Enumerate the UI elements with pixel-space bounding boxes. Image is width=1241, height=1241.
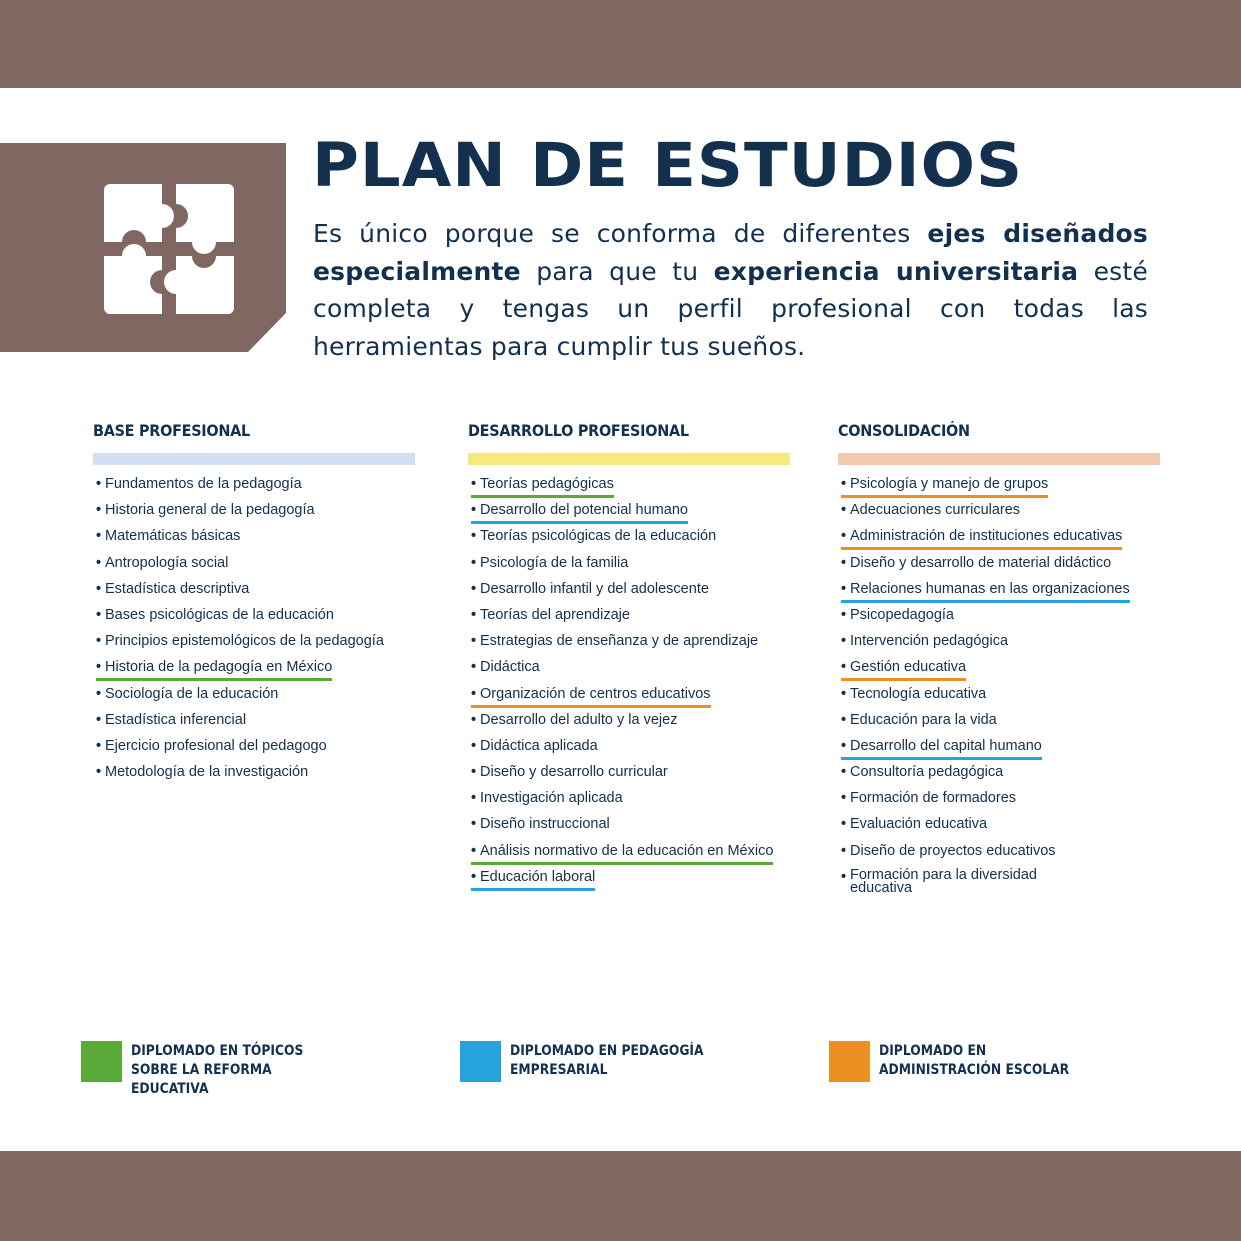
subject-item — [841, 659, 1171, 685]
subject-entry — [841, 866, 1080, 900]
subject-list — [471, 476, 801, 895]
subject-entry — [841, 633, 1008, 655]
legend-label: DIPLOMADO EN TÓPICOS SOBRE LA REFORMA EDUCATIVA — [131, 1043, 304, 1097]
subject-entry — [96, 607, 334, 629]
bullet-icon: • — [841, 554, 847, 571]
subject-highlighted-orange — [841, 528, 1122, 550]
subject-item — [471, 843, 801, 869]
subject-item — [471, 790, 801, 816]
subject-item — [96, 476, 426, 502]
subject-entry — [471, 738, 598, 760]
bullet-icon: • — [96, 502, 102, 519]
bullet-icon: • — [471, 816, 477, 833]
subject-label: Análisis normativo de la educación en México — [480, 842, 774, 859]
bullet-icon: • — [841, 764, 847, 781]
column-title: CONSOLIDACIÓN — [838, 421, 970, 440]
bullet-icon: • — [841, 711, 847, 728]
subject-item — [96, 738, 426, 764]
subject-label: Psicología de la familia — [480, 554, 629, 571]
subject-item — [471, 816, 801, 842]
bullet-icon: • — [96, 711, 102, 728]
subject-item — [471, 659, 801, 685]
bullet-icon: • — [96, 554, 102, 571]
subject-item — [841, 528, 1171, 554]
bullet-icon: • — [471, 476, 477, 492]
bullet-icon: • — [96, 580, 102, 597]
bullet-icon: • — [841, 633, 847, 650]
intro-emphasis: ejes diseñados especialmente — [313, 219, 1148, 286]
subject-label: Ejercicio profesional del pedagogo — [105, 737, 327, 754]
subject-label: Intervención pedagógica — [850, 633, 1009, 650]
subject-label: Teorías psicológicas de la educación — [480, 528, 717, 545]
subject-label: Estadística inferencial — [105, 711, 247, 728]
subject-entry — [841, 843, 1056, 865]
intro-paragraph — [313, 215, 1148, 365]
intro-text: Es único porque se conforma de diferentes — [313, 219, 928, 248]
subject-label: Educación para la vida — [850, 711, 997, 728]
subject-item — [841, 555, 1171, 581]
bullet-icon: • — [841, 737, 847, 754]
subject-item — [841, 686, 1171, 712]
subject-entry — [471, 790, 623, 812]
bullet-icon: • — [96, 528, 102, 545]
bullet-icon: • — [841, 528, 847, 545]
subject-entry — [471, 712, 677, 734]
subject-item — [841, 581, 1171, 607]
subject-label: Principios epistemológicos de la pedagogía — [105, 633, 384, 650]
subject-item — [471, 764, 801, 790]
bullet-icon: • — [471, 659, 477, 676]
subject-item — [471, 528, 801, 554]
subject-item — [471, 686, 801, 712]
subject-entry — [96, 712, 246, 734]
subject-item — [471, 633, 801, 659]
bullet-icon: • — [471, 685, 477, 702]
bullet-icon: • — [841, 502, 847, 519]
intro-text: esté completa y tengas un perfil profesional con todas las herramientas para cumplir tus sueños. — [313, 256, 1148, 361]
subject-entry — [841, 764, 1003, 786]
subject-highlighted-blue — [841, 738, 1042, 760]
subject-label: Historia de la pedagogía en México — [105, 659, 333, 676]
bullet-icon: • — [471, 528, 477, 545]
bullet-icon: • — [471, 790, 477, 807]
subject-label: Metodología de la investigación — [105, 764, 309, 781]
subject-label: Bases psicológicas de la educación — [105, 606, 334, 623]
bullet-icon: • — [471, 502, 477, 519]
subject-highlighted-blue — [471, 869, 595, 891]
subject-entry — [96, 764, 308, 786]
subject-item — [96, 659, 426, 685]
subject-item — [96, 607, 426, 633]
subject-item — [96, 712, 426, 738]
puzzle-icon — [104, 184, 234, 314]
subject-item — [841, 816, 1171, 842]
bullet-icon: • — [841, 790, 847, 807]
subject-label: Estrategias de enseñanza y de aprendizaje — [480, 633, 759, 650]
column-base-profesional — [93, 421, 415, 781]
bullet-icon: • — [841, 580, 847, 597]
subject-label: Diseño de proyectos educativos — [850, 842, 1056, 859]
legend-label: DIPLOMADO EN PEDAGOGÍA EMPRESARIAL — [510, 1043, 704, 1078]
column-color-bar — [93, 453, 415, 465]
subject-label: Diseño y desarrollo curricular — [480, 764, 668, 781]
subject-item — [841, 866, 1171, 896]
bullet-icon: • — [471, 580, 477, 597]
legend-swatch-orange — [829, 1041, 870, 1082]
subject-item — [471, 502, 801, 528]
subject-label: Relaciones humanas en las organizaciones — [850, 580, 1130, 597]
subject-entry — [471, 607, 630, 629]
subject-label: Antropología social — [105, 554, 229, 571]
subject-highlighted-green — [471, 476, 614, 498]
subject-item — [96, 686, 426, 712]
subject-item — [841, 843, 1171, 869]
subject-label: Formación para la diversidad educativa — [850, 866, 1037, 896]
subject-entry — [841, 790, 1016, 812]
column-title: BASE PROFESIONAL — [93, 421, 250, 440]
subject-item — [471, 555, 801, 581]
subject-label: Administración de instituciones educativas — [850, 528, 1123, 545]
bullet-icon: • — [471, 868, 477, 885]
subject-entry — [471, 581, 709, 603]
intro-emphasis: experiencia universitaria — [713, 256, 1079, 286]
subject-label: Desarrollo del capital humano — [850, 737, 1042, 754]
subject-entry — [96, 528, 240, 550]
subject-entry — [96, 581, 249, 603]
subject-label: Formación de formadores — [850, 790, 1017, 807]
bullet-icon: • — [841, 606, 847, 623]
bullet-icon: • — [471, 737, 477, 754]
subject-entry — [96, 476, 302, 498]
bullet-icon: • — [471, 764, 477, 781]
subject-entry — [471, 659, 540, 681]
subject-label: Teorías del aprendizaje — [480, 606, 630, 623]
subject-item — [96, 555, 426, 581]
subject-label: Tecnología educativa — [850, 685, 987, 702]
subject-highlighted-green — [96, 659, 332, 681]
subject-item — [841, 502, 1171, 528]
subject-entry — [471, 633, 758, 655]
subject-label: Estadística descriptiva — [105, 580, 250, 597]
subject-item — [471, 581, 801, 607]
subject-item — [841, 712, 1171, 738]
column-consolidacion — [838, 421, 1160, 896]
subject-item — [471, 738, 801, 764]
top-band — [0, 0, 1241, 88]
column-color-bar — [838, 453, 1160, 465]
subject-item — [841, 790, 1171, 816]
bullet-icon: • — [841, 659, 847, 676]
subject-label: Didáctica — [480, 659, 540, 676]
subject-label: Diseño instruccional — [480, 816, 610, 833]
bullet-icon: • — [471, 554, 477, 571]
subject-highlighted-orange — [471, 686, 711, 708]
page-title: PLAN DE ESTUDIOS — [312, 130, 1024, 202]
subject-label: Educación laboral — [480, 868, 596, 885]
subject-item — [841, 476, 1171, 502]
subject-label: Desarrollo del potencial humano — [480, 502, 688, 519]
subject-entry — [471, 555, 628, 577]
bullet-icon: • — [471, 842, 477, 859]
subject-entry — [841, 686, 986, 708]
subject-highlighted-blue — [471, 502, 688, 524]
subject-item — [471, 712, 801, 738]
subject-label: Evaluación educativa — [850, 816, 988, 833]
subject-highlighted-blue — [841, 581, 1130, 603]
subject-entry — [841, 712, 997, 734]
subject-label: Fundamentos de la pedagogía — [105, 476, 302, 492]
subject-list — [96, 476, 426, 790]
subject-entry — [96, 633, 384, 655]
subject-item — [96, 633, 426, 659]
subject-item — [96, 502, 426, 528]
subject-label: Desarrollo del adulto y la vejez — [480, 711, 678, 728]
subject-entry — [841, 607, 954, 629]
subject-label: Historia general de la pedagogía — [105, 502, 315, 519]
bullet-icon: • — [471, 633, 477, 650]
subject-highlighted-orange — [841, 659, 966, 681]
subject-item — [841, 738, 1171, 764]
subject-entry — [841, 502, 1020, 524]
bullet-icon: • — [96, 633, 102, 650]
bullet-icon: • — [841, 816, 847, 833]
subject-entry — [96, 502, 315, 524]
subject-item — [471, 607, 801, 633]
bullet-icon: • — [471, 606, 477, 623]
bullet-icon: • — [96, 764, 102, 781]
bullet-icon: • — [96, 606, 102, 623]
bullet-icon: • — [471, 711, 477, 728]
subject-label: Consultoría pedagógica — [850, 764, 1004, 781]
subject-label: Psicopedagogía — [850, 606, 954, 623]
legend-swatch-green — [81, 1041, 122, 1082]
bullet-icon: • — [841, 842, 847, 859]
subject-item — [471, 476, 801, 502]
bullet-icon: • — [841, 868, 847, 885]
subject-label: Adecuaciones curriculares — [850, 502, 1021, 519]
subject-entry — [471, 816, 610, 838]
subject-label: Investigación aplicada — [480, 790, 623, 807]
subject-entry — [471, 764, 668, 786]
subject-label: Matemáticas básicas — [105, 528, 241, 545]
bottom-band — [0, 1151, 1241, 1241]
subject-entry — [841, 555, 1111, 577]
subject-highlighted-orange — [841, 476, 1048, 498]
subject-label: Psicología y manejo de grupos — [850, 476, 1049, 492]
subject-label: Organización de centros educativos — [480, 685, 711, 702]
subject-label: Didáctica aplicada — [480, 737, 598, 754]
subject-item — [96, 581, 426, 607]
subject-label: Teorías pedagógicas — [480, 476, 614, 492]
intro-text: para que tu — [520, 256, 714, 286]
column-desarrollo-profesional — [468, 421, 790, 885]
subject-label: Gestión educativa — [850, 659, 967, 676]
legend-swatch-blue — [460, 1041, 501, 1082]
bullet-icon: • — [96, 737, 102, 754]
subject-highlighted-green — [471, 843, 773, 865]
subject-label: Diseño y desarrollo de material didáctico — [850, 554, 1112, 571]
subject-item — [841, 607, 1171, 633]
subject-item — [96, 764, 426, 790]
subject-item — [841, 633, 1171, 659]
bullet-icon: • — [96, 476, 102, 492]
subject-item — [96, 528, 426, 554]
subject-item — [841, 764, 1171, 790]
legend-label: DIPLOMADO EN ADMINISTRACIÓN ESCOLAR — [879, 1043, 1070, 1078]
bullet-icon: • — [841, 476, 847, 492]
column-color-bar — [468, 453, 790, 465]
subject-list — [841, 476, 1171, 895]
subject-label: Desarrollo infantil y del adolescente — [480, 580, 709, 597]
subject-item — [471, 869, 801, 895]
subject-entry — [96, 555, 228, 577]
bullet-icon: • — [96, 659, 102, 676]
bullet-icon: • — [841, 685, 847, 702]
subject-entry — [96, 686, 278, 708]
column-title: DESARROLLO PROFESIONAL — [468, 421, 689, 440]
subject-entry — [96, 738, 327, 760]
subject-entry — [471, 528, 716, 550]
bullet-icon: • — [96, 685, 102, 702]
subject-label: Sociología de la educación — [105, 685, 279, 702]
subject-entry — [841, 816, 987, 838]
